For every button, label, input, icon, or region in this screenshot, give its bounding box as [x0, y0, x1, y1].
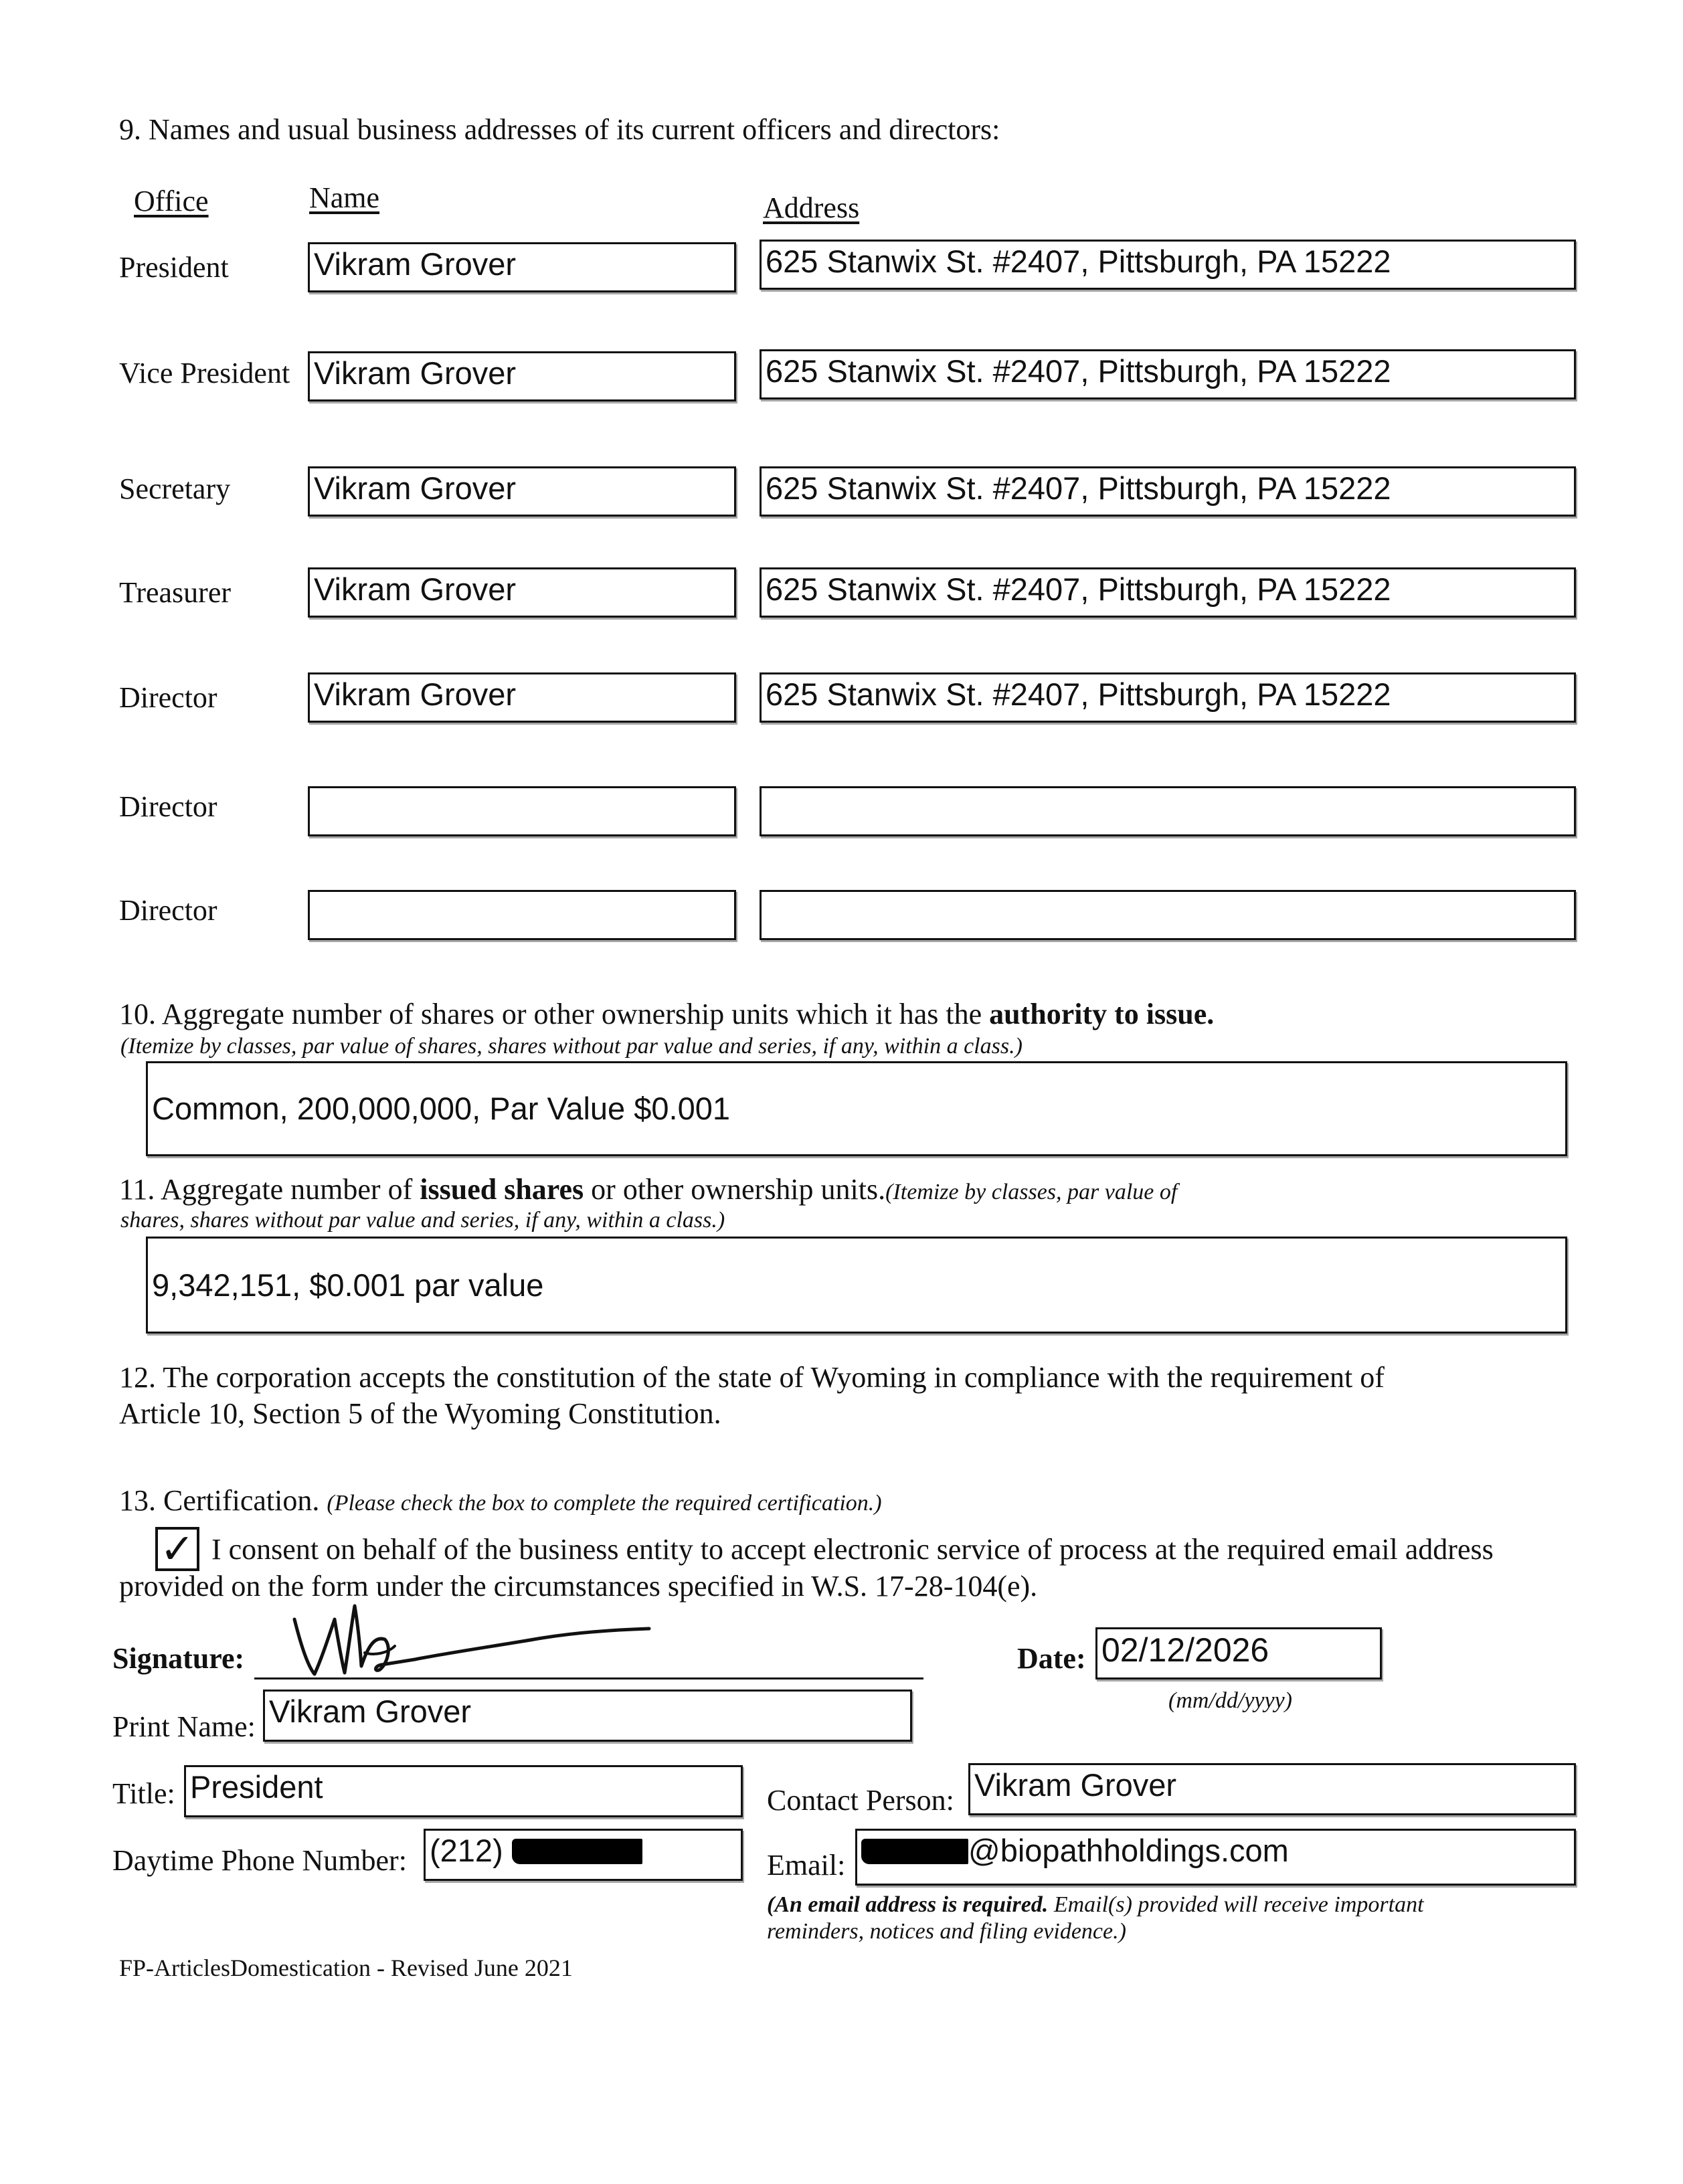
section-13-title	[119, 1483, 882, 1519]
officer-address-field-vice-president[interactable]: 625 Stanwix St. #2407, Pittsburgh, PA 15222	[760, 349, 1576, 399]
email-field[interactable]	[855, 1829, 1576, 1886]
email-note-bold: (An email address is required.	[767, 1892, 1049, 1917]
phone-label: Daytime Phone Number:	[112, 1844, 407, 1877]
issued-shares-field[interactable]: 9,342,151, $0.001 par value	[146, 1237, 1567, 1334]
office-label-president: President	[119, 251, 229, 284]
section-13-note: (Please check the box to complete the required certification.)	[327, 1491, 882, 1516]
form-footer: FP-ArticlesDomestication - Revised June 2021	[119, 1954, 573, 1981]
redaction-mark-phone	[512, 1839, 642, 1864]
office-label-secretary: Secretary	[119, 472, 231, 505]
email-note-rest: Email(s) provided will receive important	[1048, 1892, 1424, 1917]
signature-image	[274, 1579, 676, 1686]
section-11-note-line2: shares, shares without par value and series, if any, within a class.)	[120, 1208, 725, 1233]
office-label-director-3: Director	[119, 894, 217, 927]
officer-name-field-director-3[interactable]	[308, 890, 736, 940]
office-column-header: Office	[134, 185, 209, 217]
consent-line2: provided on the form under the circumstances specified in W.S. 17-28-104(e).	[119, 1570, 1038, 1603]
section-13-title-text: 13. Certification.	[119, 1484, 320, 1517]
office-label-director-2: Director	[119, 790, 217, 823]
section-11-bold-text: issued shares	[420, 1173, 584, 1206]
signature-label: Signature:	[112, 1642, 245, 1675]
section-9-title: 9. Names and usual business addresses of its current officers and directors:	[119, 113, 1000, 146]
print-name-field[interactable]: Vikram Grover	[263, 1690, 912, 1742]
title-label: Title:	[112, 1777, 175, 1810]
section-10-text: 10. Aggregate number of shares or other ownership units which it has the	[119, 998, 990, 1030]
email-label: Email:	[767, 1849, 846, 1882]
section-11-text: 11. Aggregate number of	[119, 1173, 420, 1206]
print-name-label: Print Name:	[112, 1710, 256, 1743]
date-field[interactable]: 02/12/2026	[1095, 1627, 1382, 1679]
officer-address-field-director-2[interactable]	[760, 786, 1576, 836]
address-column-header: Address	[763, 191, 860, 224]
officer-address-field-president[interactable]: 625 Stanwix St. #2407, Pittsburgh, PA 15222	[760, 240, 1576, 290]
office-label-director-1: Director	[119, 681, 217, 714]
date-label: Date:	[1017, 1642, 1086, 1675]
title-field[interactable]: President	[184, 1765, 743, 1817]
officer-name-field-vice-president[interactable]: Vikram Grover	[308, 351, 736, 401]
email-note-line2: reminders, notices and filing evidence.)	[767, 1919, 1126, 1944]
contact-person-field[interactable]: Vikram Grover	[968, 1763, 1576, 1815]
office-label-treasurer: Treasurer	[119, 576, 231, 609]
officer-address-field-director-1[interactable]: 625 Stanwix St. #2407, Pittsburgh, PA 15222	[760, 672, 1576, 723]
phone-field[interactable]	[424, 1829, 743, 1881]
email-domain: @biopathholdings.com	[968, 1833, 1289, 1868]
officer-name-field-president[interactable]: Vikram Grover	[308, 242, 736, 292]
section-10-note: (Itemize by classes, par value of shares, shares without par value and series, if any, within a class.)	[120, 1034, 1023, 1059]
officer-address-field-secretary[interactable]: 625 Stanwix St. #2407, Pittsburgh, PA 15222	[760, 466, 1576, 517]
officer-name-field-treasurer[interactable]: Vikram Grover	[308, 567, 736, 618]
phone-area-code: (212)	[430, 1833, 503, 1868]
section-10-bold-text: authority to issue.	[989, 998, 1215, 1030]
authorized-shares-field[interactable]: Common, 200,000,000, Par Value $0.001	[146, 1061, 1567, 1156]
office-label-vice-president: Vice President	[119, 357, 290, 389]
officer-name-field-director-2[interactable]	[308, 786, 736, 836]
officer-name-field-secretary[interactable]: Vikram Grover	[308, 466, 736, 517]
certification-checkbox[interactable]	[155, 1524, 199, 1573]
consent-line1: I consent on behalf of the business entity to accept electronic service of process at the required email address	[211, 1533, 1494, 1566]
email-note-line1	[767, 1892, 1424, 1918]
section-11-title	[119, 1172, 1177, 1208]
officer-address-field-director-3[interactable]	[760, 890, 1576, 940]
contact-person-label: Contact Person:	[767, 1784, 954, 1817]
section-10-title	[119, 997, 1214, 1032]
checkmark-icon: ✓	[160, 1524, 195, 1573]
section-12-line1: 12. The corporation accepts the constitution of the state of Wyoming in compliance with the requirement of	[119, 1361, 1385, 1394]
officer-name-field-director-1[interactable]: Vikram Grover	[308, 672, 736, 723]
date-format-hint: (mm/dd/yyyy)	[1168, 1688, 1293, 1713]
redaction-mark-email	[861, 1839, 968, 1864]
section-11-note-inline: (Itemize by classes, par value of	[885, 1180, 1178, 1204]
section-12-line2: Article 10, Section 5 of the Wyoming Constitution.	[119, 1397, 721, 1430]
officer-address-field-treasurer[interactable]: 625 Stanwix St. #2407, Pittsburgh, PA 15222	[760, 567, 1576, 618]
section-11-text-post: or other ownership units.	[584, 1173, 886, 1206]
name-column-header: Name	[309, 181, 380, 214]
